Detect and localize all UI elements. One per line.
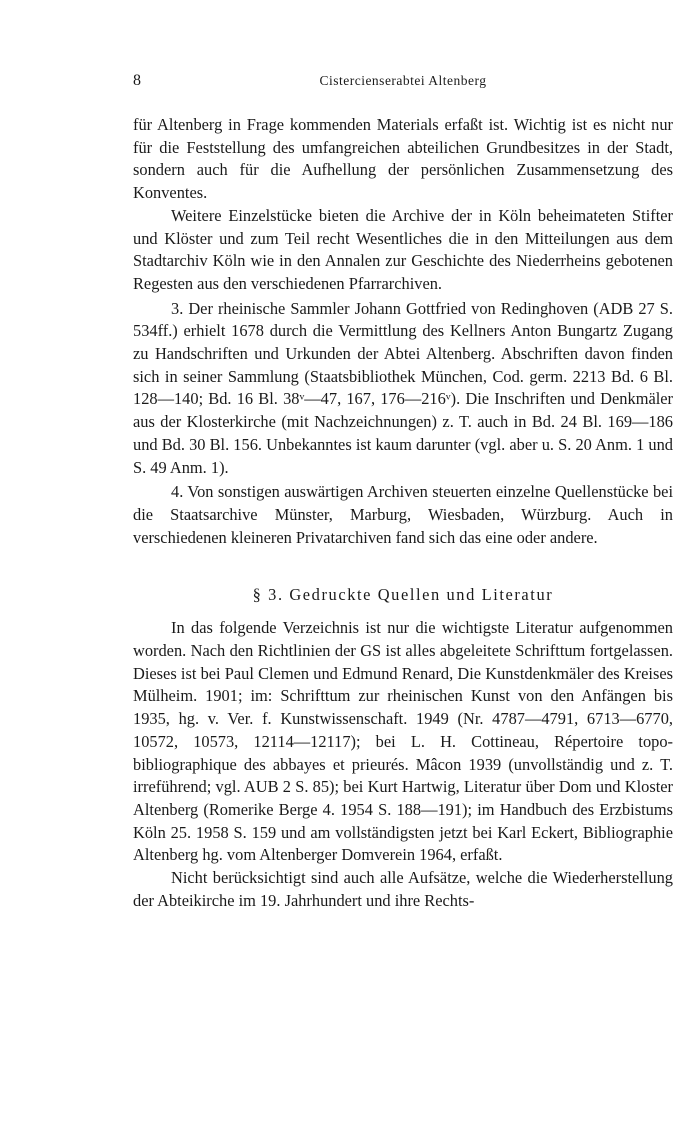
paragraph-not-considered: Nicht berücksichtigt sind auch alle Aufsätze, welche die Wiederherstellung der Abteikirche im 19. Jahrhundert und ihre Rechts- [133,868,673,910]
book-page [133,72,673,913]
paragraph-continuation: für Altenberg in Frage kommenden Materials erfaßt ist. Wichtig ist es nicht nur für die Feststellung des umfangreichen abteilichen Grundbesitzes in der Stadt, sondern auch für die Aufhellung der persönlichen Zusammensetzung des Konventes. [133,115,673,203]
running-title: Cistercienserabtei Altenberg [319,73,487,88]
section-heading: § 3. Gedruckte Quellen und Literatur [252,585,554,605]
body-text [133,114,673,913]
running-head [133,72,673,94]
paragraph-redinghoven: 3. Der rheinische Sammler Johann Gottfried von Redinghoven (ADB 27 S. 534ff.) erhielt 1678 durch die Vermittlung des Kellners Anton Bungartz Zugang zu Handschriften und Urkunden der Abtei Altenberg. Abschriften davon finden sich in seiner Sammlung (Staatsbibliothek München, Cod. germ. 2213 Bd. 6 Bl. 128—140; Bd. 16 Bl. 38ᵛ—47, 167, 176—216ᵛ). Die Inschriften und Denkmäler aus der Klosterkirche (mit Nachzeichnungen) z. T. auch in Bd. 24 Bl. 169—186 und Bd. 30 Bl. 156. Unbekanntes ist kaum darunter (vgl. aber u. S. 20 Anm. 1 und S. 49 Anm. 1). [133,298,673,477]
paragraph-other-archives: 4. Von sonstigen auswärtigen Archiven steuerten einzelne Quellenstücke bei die Staatsarchive Münster, Marburg, Wiesbaden, Würzburg. Auch in verschiedenen kleineren Privatarchiven fand sich das eine oder andere. [133,482,673,547]
paragraph-archives: Weitere Einzelstücke bieten die Archive der in Köln beheimateten Stifter und Klöster und zum Teil recht Wesentliches die in den Mitteilungen aus dem Stadtarchiv Köln wie in den Annalen zur Geschichte des Niederrheins gebotenen Regesten aus den verschiedenen Pfarrarchiven. [133,205,673,293]
page-number: 8 [133,72,142,89]
paragraph-literature: In das folgende Verzeichnis ist nur die wichtigste Literatur aufgenommen worden. Nach den Richtlinien der GS ist alles abgeleitete Schrifttum fortgelassen. Dieses ist bei Paul Clemen und Edmund Renard, Die Kunstdenkmäler des Kreises Mülheim. 1901; im: Schrifttum zur rheinischen Kunst von den Anfängen bis 1935, hg. v. Ver. f. Kunstwissenschaft. 1949 (Nr. 4787—4791, 6713—6770, 10572, 10573, 12114—12117); bei L. H. Cottineau, Répertoire topo-bibliographique des abbayes et prieurés. Mâcon 1939 (unvollständig und z. T. irreführend; vgl. AUB 2 S. 85); bei Kurt Hartwig, Literatur über Dom und Kloster Altenberg (Romerike Berge 4. 1954 S. 188—191); im Handbuch des Erzbistums Köln 25. 1958 S. 159 und am vollständigsten jetzt bei Karl Eckert, Bibliographie Altenberg hg. vom Altenberger Domverein 1964, erfaßt. [133,618,673,865]
